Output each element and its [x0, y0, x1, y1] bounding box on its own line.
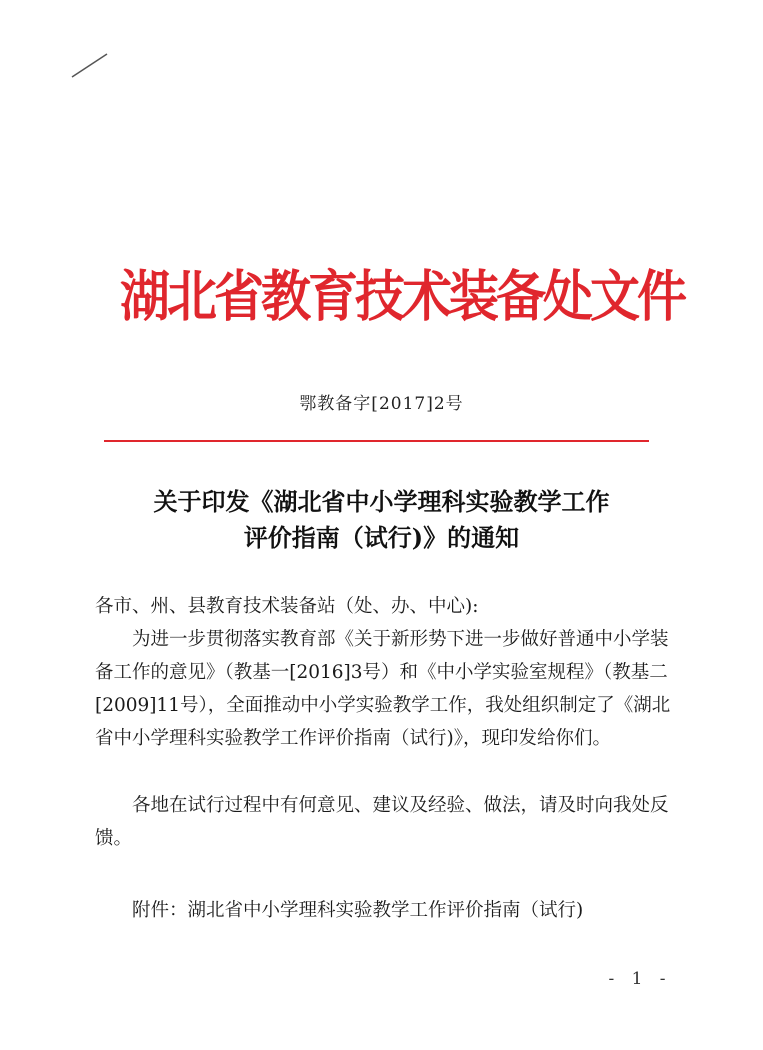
- addressee: 各市、州、县教育技术装备站（处、办、中心):: [95, 596, 479, 617]
- attachment-line: 附件：湖北省中小学理科实验教学工作评价指南（试行): [132, 900, 584, 921]
- notice-title-line2: 评价指南（试行)》的通知: [243, 523, 520, 552]
- page-number: - 1 -: [608, 969, 672, 989]
- document-number: 鄂教备字[2017]2号: [299, 394, 464, 414]
- body-paragraph-1: 为进一步贯彻落实教育部《关于新形势下进一步做好普通中小学装备工作的意见》（教基一[2016]3号）和《中小学实验室规程》（教基二[2009]11号），全面推动中小学实验教学工作，我处组织制定了《湖北省中小学理科实验教学工作评价指南（试行)》，现印发给你们。: [95, 629, 671, 749]
- red-divider-line: [104, 440, 649, 442]
- body-paragraph-2: 各地在试行过程中有何意见、建议及经验、做法，请及时向我处反馈。: [95, 795, 669, 849]
- pen-stroke-mark: [70, 50, 120, 80]
- notice-title: [60, 484, 703, 556]
- issuer-header-title: 湖北省教育技术装备处文件: [120, 264, 684, 329]
- notice-title-line1: 关于印发《湖北省中小学理科实验教学工作: [153, 487, 610, 516]
